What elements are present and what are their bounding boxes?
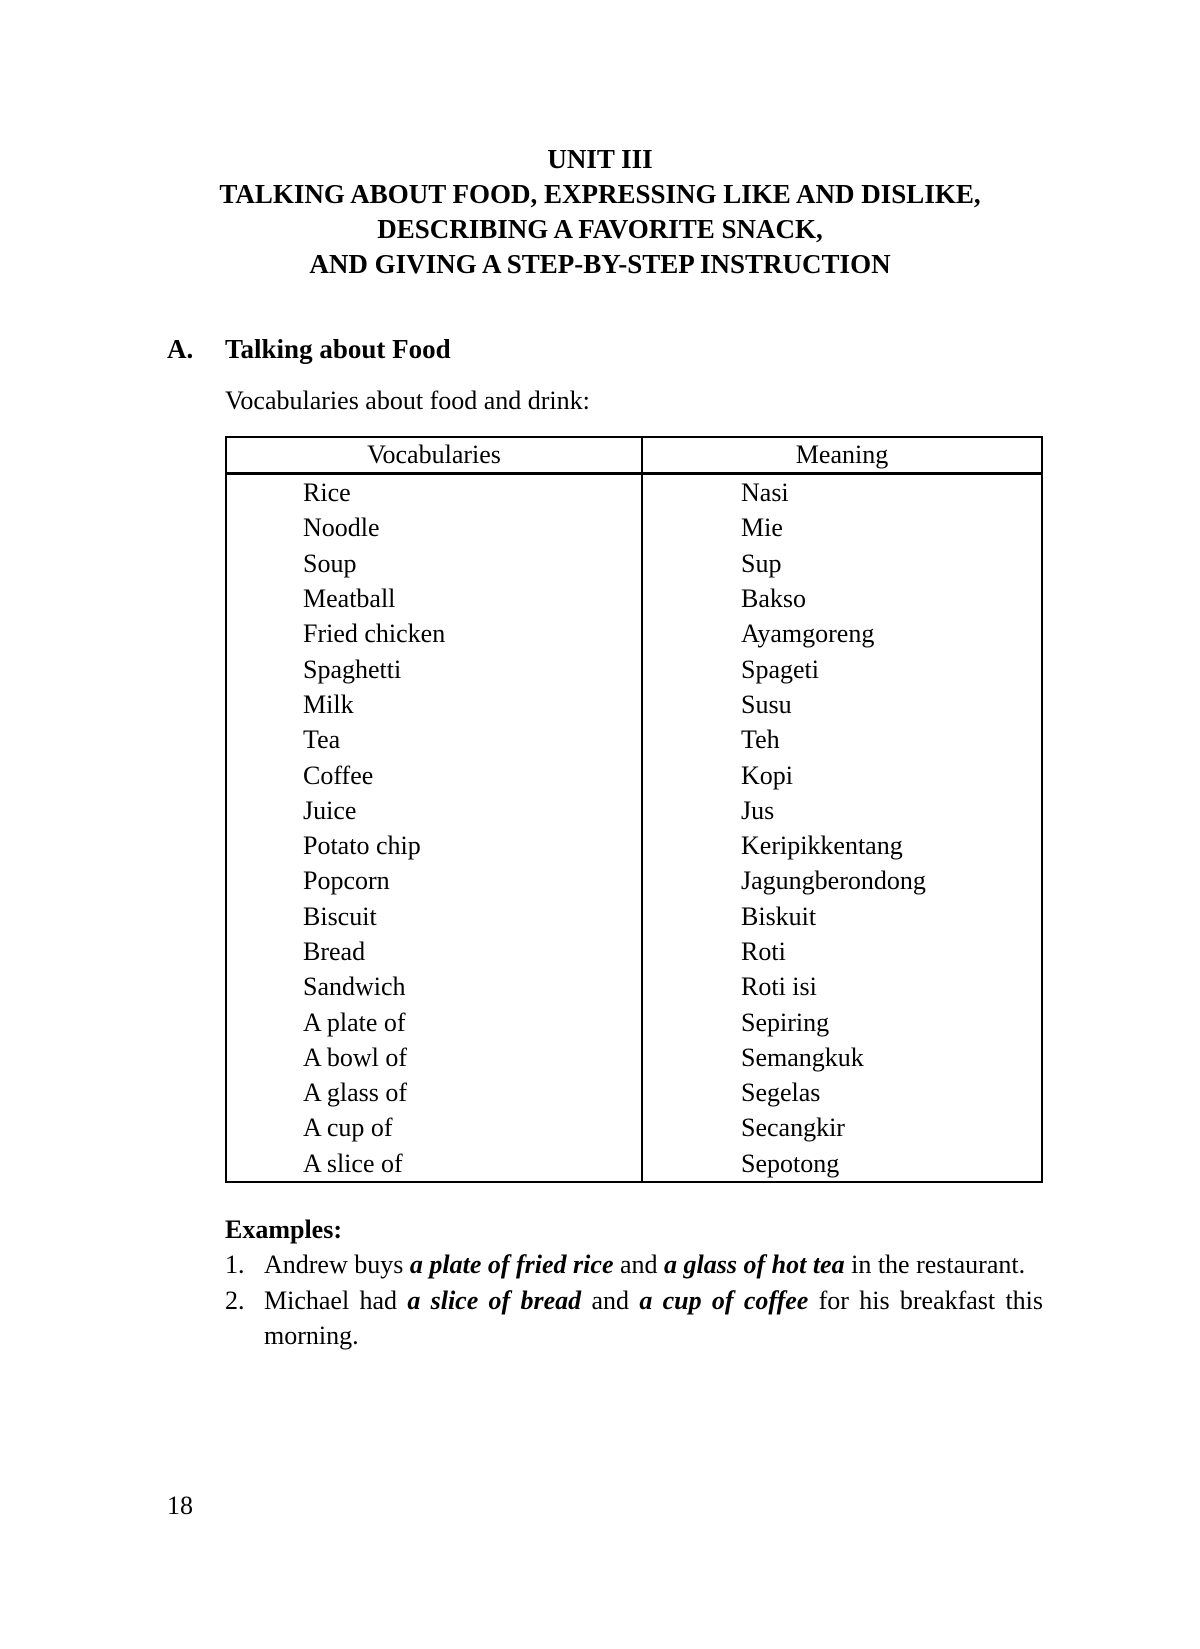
page-number: 18 bbox=[167, 1491, 193, 1520]
vocab-meaning: Keripikkentang bbox=[741, 831, 903, 861]
table-row bbox=[226, 546, 1042, 581]
vocab-meaning: Sepotong bbox=[741, 1148, 840, 1178]
vocab-meaning: Jagungberondong bbox=[741, 866, 926, 896]
vocab-meaning: Roti isi bbox=[741, 972, 817, 1002]
vocab-word: A cup of bbox=[226, 1110, 642, 1145]
example-phrase: a slice of bread bbox=[407, 1286, 582, 1315]
example-text: in the restaurant. bbox=[844, 1250, 1026, 1279]
table-row bbox=[226, 863, 1042, 898]
section-title: Talking about Food bbox=[225, 334, 451, 364]
vocab-word: Soup bbox=[226, 546, 642, 581]
vocab-intro: Vocabularies about food and drink: bbox=[225, 386, 590, 415]
table-row bbox=[226, 616, 1042, 651]
examples-heading: Examples: bbox=[225, 1215, 342, 1244]
unit-number: UNIT III bbox=[547, 144, 653, 174]
vocab-word: Milk bbox=[226, 687, 642, 722]
table-row bbox=[226, 581, 1042, 616]
title-line-3: DESCRIBING A FAVORITE SNACK, bbox=[377, 214, 823, 244]
vocab-meaning: Mie bbox=[741, 513, 783, 543]
vocab-word: Tea bbox=[226, 722, 642, 757]
vocab-word: A bowl of bbox=[226, 1040, 642, 1075]
vocabulary-table bbox=[225, 436, 1043, 1183]
vocab-meaning: Biskuit bbox=[741, 901, 817, 931]
example-text: and bbox=[581, 1286, 640, 1315]
vocab-meaning: Susu bbox=[741, 689, 792, 719]
title-line-2: TALKING ABOUT FOOD, EXPRESSING LIKE AND DISLIKE, bbox=[219, 179, 981, 209]
header-vocabularies: Vocabularies bbox=[226, 437, 642, 474]
vocab-meaning: Spageti bbox=[741, 654, 819, 684]
section-heading bbox=[167, 332, 451, 366]
example-number: 2. bbox=[225, 1286, 245, 1315]
vocab-meaning: Nasi bbox=[741, 478, 789, 508]
vocab-meaning: Roti bbox=[741, 937, 786, 966]
vocab-word: Spaghetti bbox=[226, 651, 642, 686]
table-row bbox=[226, 687, 1042, 722]
example-item bbox=[225, 1283, 1043, 1353]
example-phrase: a glass of hot tea bbox=[664, 1250, 845, 1279]
table-row bbox=[226, 651, 1042, 686]
vocab-meaning: Secangkir bbox=[741, 1113, 845, 1143]
vocab-meaning: Ayamgoreng bbox=[741, 619, 875, 649]
vocab-meaning: Sepiring bbox=[741, 1007, 830, 1037]
vocab-word: Meatball bbox=[226, 581, 642, 616]
table-row bbox=[226, 793, 1042, 828]
vocab-meaning: Bakso bbox=[741, 584, 806, 614]
table-header-row bbox=[226, 437, 1042, 474]
vocab-word: Biscuit bbox=[226, 899, 642, 934]
vocab-word: A glass of bbox=[226, 1075, 642, 1110]
table-row bbox=[226, 1040, 1042, 1075]
example-text: Andrew buys bbox=[264, 1250, 410, 1279]
example-phrase: a cup of coffee bbox=[639, 1286, 809, 1315]
table-row bbox=[226, 757, 1042, 792]
vocab-word: Popcorn bbox=[226, 863, 642, 898]
vocab-meaning: Jus bbox=[741, 795, 775, 825]
vocab-meaning: Sup bbox=[741, 548, 782, 578]
table-row bbox=[226, 828, 1042, 863]
example-text: for his breakfast this morning. bbox=[264, 1286, 1044, 1350]
vocab-meaning: Kopi bbox=[741, 760, 793, 790]
vocab-meaning: Teh bbox=[741, 725, 780, 755]
vocab-word: Coffee bbox=[226, 757, 642, 792]
header-meaning: Meaning bbox=[642, 437, 1042, 474]
vocab-meaning: Segelas bbox=[741, 1078, 821, 1108]
table-row bbox=[226, 1075, 1042, 1110]
vocab-word: Juice bbox=[226, 793, 642, 828]
vocab-word: A plate of bbox=[226, 1004, 642, 1039]
vocab-word: A slice of bbox=[226, 1146, 642, 1182]
vocab-word: Fried chicken bbox=[226, 616, 642, 651]
vocab-word: Noodle bbox=[226, 510, 642, 545]
table-row bbox=[226, 1146, 1042, 1182]
example-item bbox=[225, 1247, 1043, 1282]
unit-title bbox=[0, 142, 1200, 282]
table-row bbox=[226, 899, 1042, 934]
table-row bbox=[226, 1110, 1042, 1145]
vocab-word: Sandwich bbox=[226, 969, 642, 1004]
table-row bbox=[226, 969, 1042, 1004]
example-number: 1. bbox=[225, 1250, 245, 1279]
vocab-word: Bread bbox=[226, 934, 642, 969]
section-letter: A. bbox=[167, 334, 194, 364]
title-line-4: AND GIVING A STEP-BY-STEP INSTRUCTION bbox=[309, 249, 891, 279]
table-row bbox=[226, 722, 1042, 757]
example-text: and bbox=[613, 1250, 665, 1279]
table-row bbox=[226, 1004, 1042, 1039]
vocab-word: Potato chip bbox=[226, 828, 642, 863]
example-phrase: a plate of fried rice bbox=[409, 1250, 614, 1279]
vocab-meaning: Semangkuk bbox=[741, 1042, 864, 1072]
table-row bbox=[226, 474, 1042, 511]
example-text: Michael had bbox=[264, 1286, 408, 1315]
table-row bbox=[226, 934, 1042, 969]
examples-list bbox=[225, 1247, 1043, 1354]
table-row bbox=[226, 510, 1042, 545]
vocab-word: Rice bbox=[226, 474, 642, 511]
